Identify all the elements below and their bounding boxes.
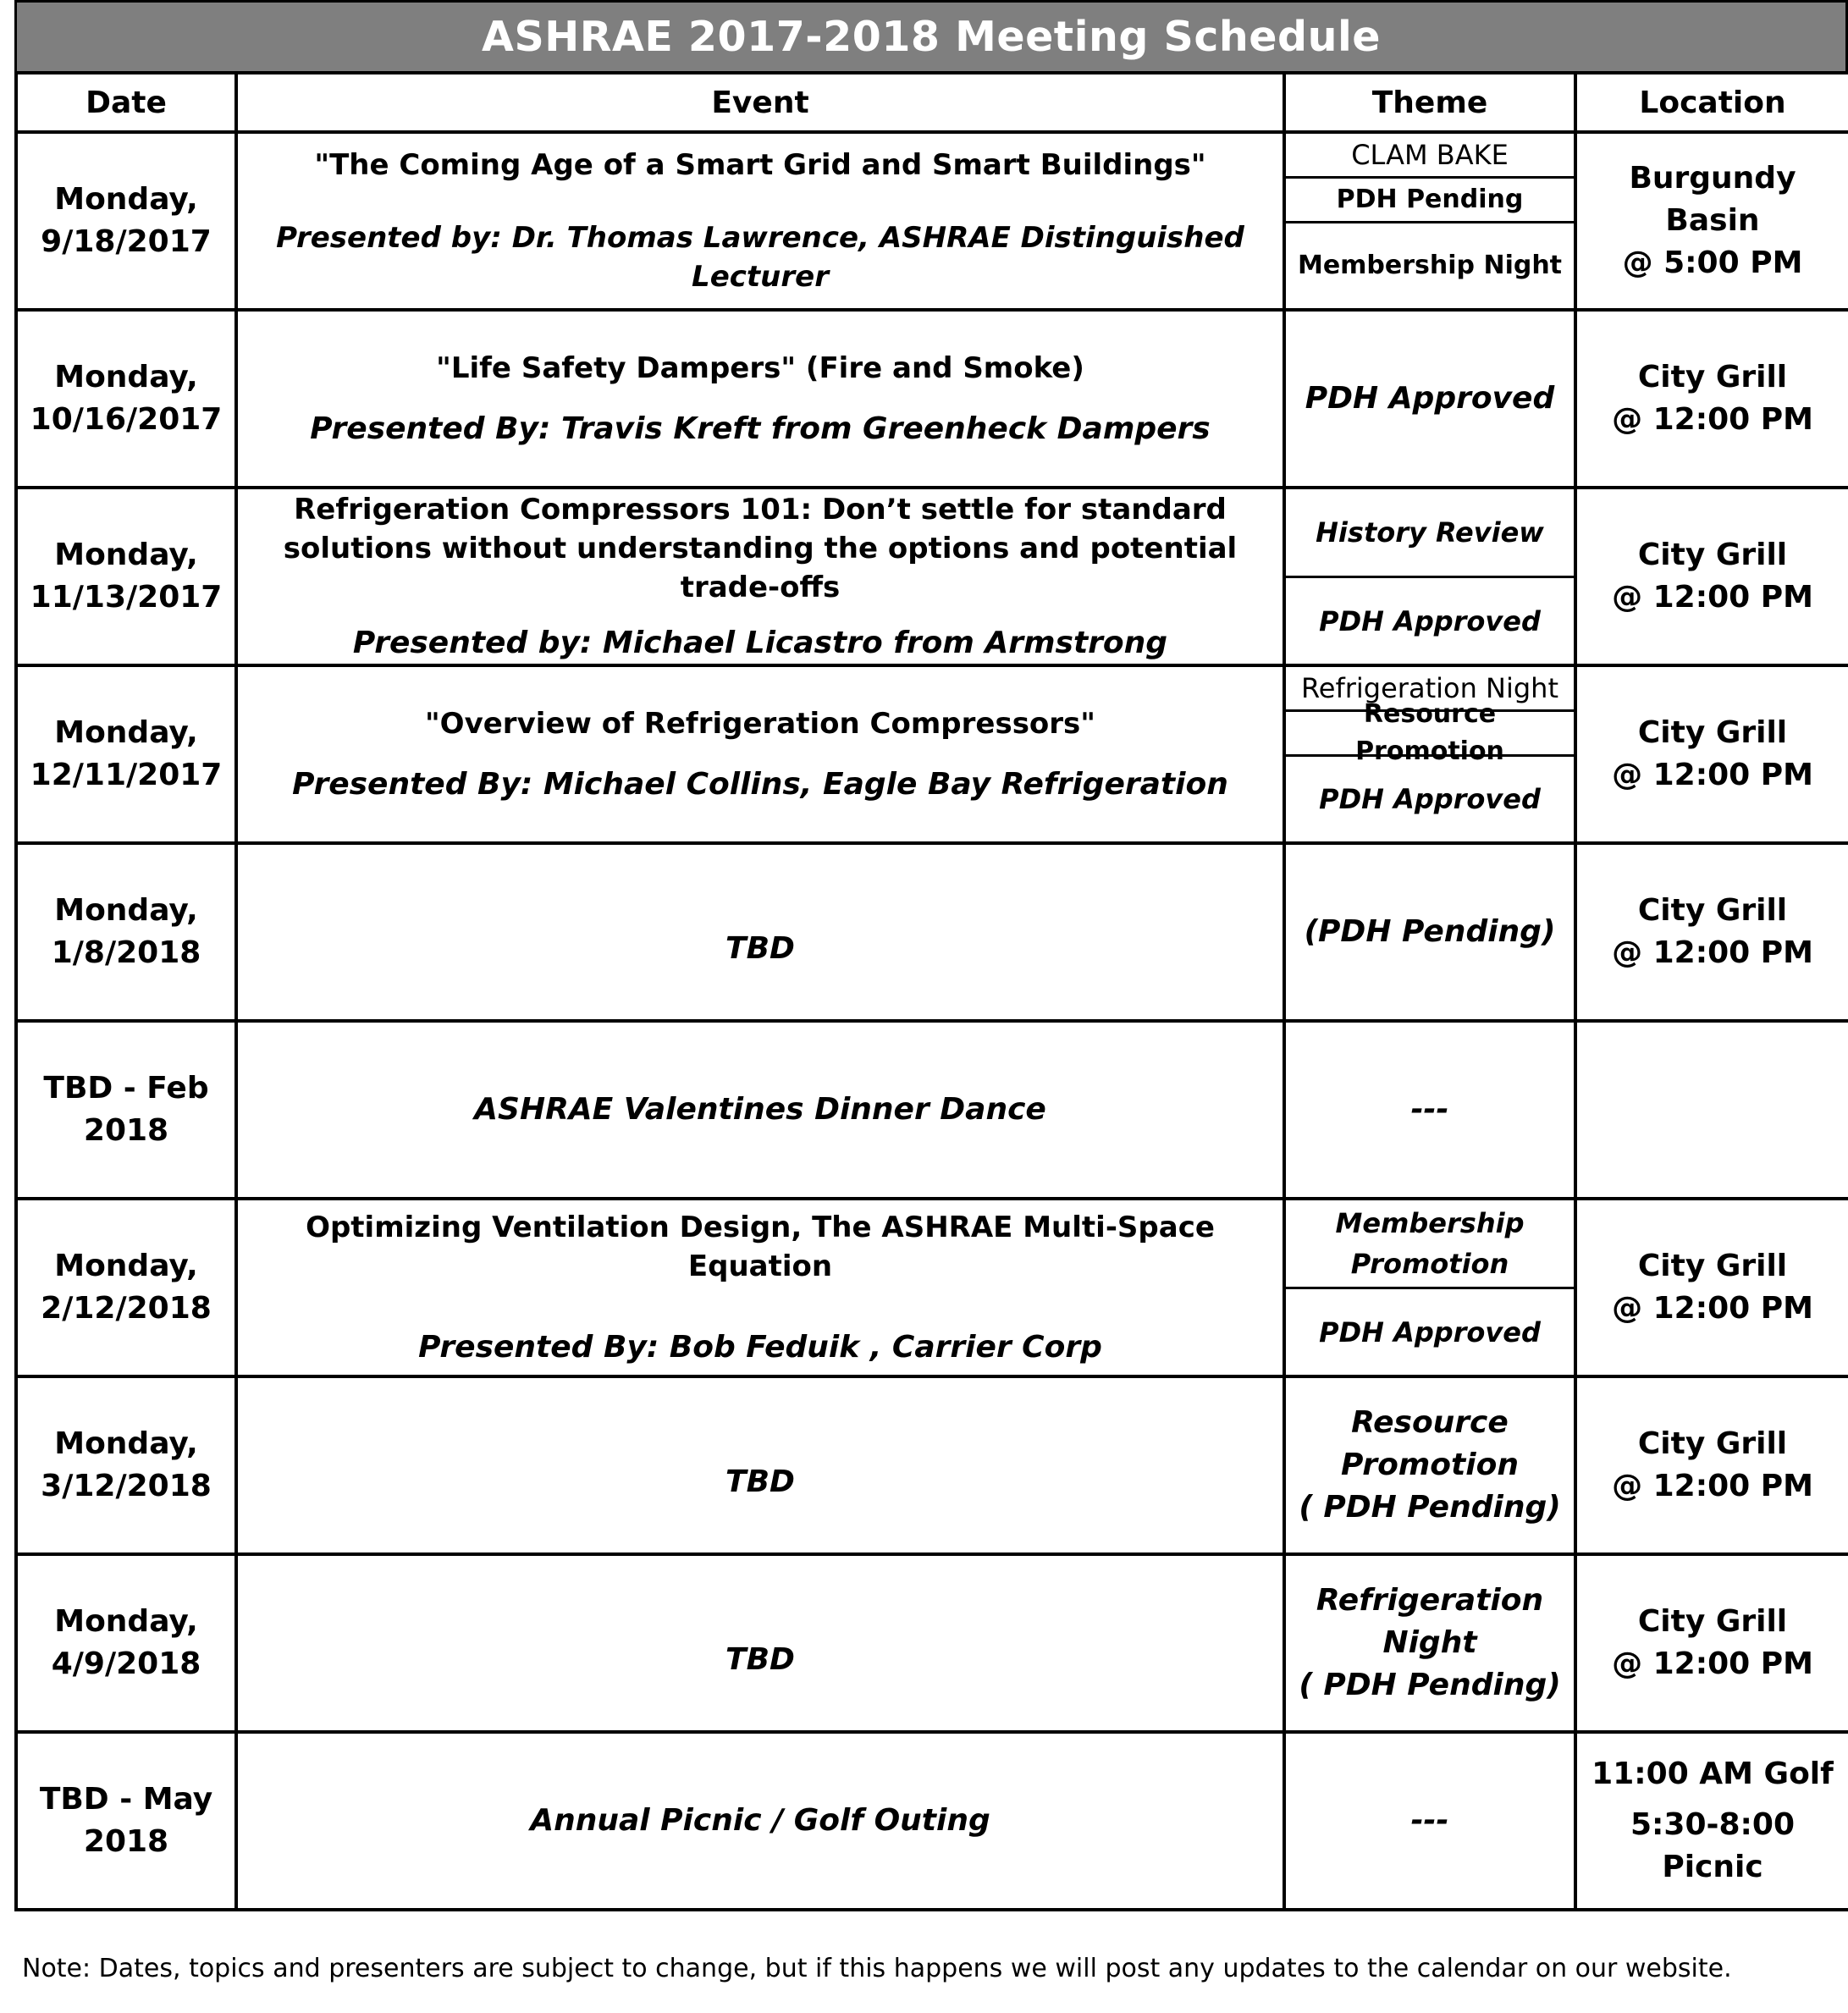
theme-line: ( PDH Pending) [1299, 1490, 1561, 1525]
date-line: 4/9/2018 [51, 1646, 201, 1681]
header-date: Date [16, 73, 236, 132]
theme-line: Resource [1351, 1405, 1509, 1440]
table-row [16, 665, 1848, 843]
event-cell [236, 1021, 1284, 1199]
schedule-sheet [14, 0, 1848, 1911]
event-cell [236, 1199, 1284, 1376]
date-cell [16, 1376, 236, 1554]
date-line: TBD - May [39, 1782, 213, 1817]
footnote: Note: Dates, topics and presenters are subject to change, but if this happens we will post any updates to the calendar on our website. [22, 1954, 1732, 1983]
theme-item: CLAM BAKE [1286, 134, 1574, 179]
header-theme: Theme [1284, 73, 1575, 132]
date-cell [16, 132, 236, 310]
theme-cell [1284, 1554, 1575, 1732]
event-cell [236, 1732, 1284, 1910]
event-title: Optimizing Ventilation Design, The ASHRAE Multi-Space Equation [306, 1211, 1215, 1283]
event-title: TBD [725, 1642, 795, 1677]
theme-cell: --- [1284, 1732, 1575, 1910]
event-cell [236, 132, 1284, 310]
location-cell [1575, 488, 1848, 665]
theme-item: Membership Promotion [1286, 1200, 1574, 1289]
theme-line: Night [1382, 1625, 1477, 1660]
schedule-table [14, 71, 1848, 1911]
event-presenter: Presented By: Bob Feduik , Carrier Corp [418, 1330, 1102, 1365]
date-line: Monday, [54, 1426, 198, 1461]
location-line: @ 12:00 PM [1612, 1291, 1813, 1326]
date-cell [16, 843, 236, 1021]
event-title: Refrigeration Compressors 101: Don’t settle for standard solutions without understanding the options and potential trade-offs [283, 493, 1238, 604]
location-cell [1575, 132, 1848, 310]
header-event: Event [236, 73, 1284, 132]
event-presenter: Presented By: Michael Collins, Eagle Bay Refrigeration [292, 767, 1228, 802]
table-row [16, 1021, 1848, 1199]
date-line: 1/8/2018 [51, 935, 201, 970]
location-line: City Grill [1637, 1249, 1788, 1283]
date-cell [16, 1021, 236, 1199]
date-line: 2018 [83, 1113, 169, 1148]
location-line: @ 12:00 PM [1612, 758, 1813, 792]
theme-item: PDH Approved [1319, 783, 1541, 815]
event-cell [236, 665, 1284, 843]
table-row [16, 488, 1848, 665]
event-title: ASHRAE Valentines Dinner Dance [474, 1092, 1046, 1127]
theme-item: Membership Night [1297, 251, 1563, 280]
theme-line: Promotion [1341, 1448, 1519, 1482]
table-row [16, 132, 1848, 310]
location-line: City Grill [1637, 360, 1788, 394]
table-row [16, 1376, 1848, 1554]
table-row [16, 310, 1848, 488]
location-line: @ 5:00 PM [1622, 245, 1803, 280]
theme-item: History Review [1286, 489, 1574, 578]
event-title: "Overview of Refrigeration Compressors" [424, 707, 1096, 741]
location-line: @ 12:00 PM [1612, 935, 1813, 970]
event-cell [236, 1554, 1284, 1732]
theme-cell: PDH Approved [1284, 310, 1575, 488]
date-line: Monday, [54, 182, 198, 217]
location-line: @ 12:00 PM [1612, 1469, 1813, 1503]
date-cell [16, 1199, 236, 1376]
event-cell [236, 1376, 1284, 1554]
theme-cell [1284, 665, 1575, 843]
event-cell [236, 488, 1284, 665]
location-line: 11:00 AM Golf [1591, 1757, 1834, 1791]
date-line: 3/12/2018 [41, 1469, 212, 1503]
date-line: Monday, [54, 538, 198, 572]
location-line: City Grill [1637, 538, 1788, 572]
theme-item: PDH Pending [1286, 179, 1574, 223]
date-line: 2/12/2018 [41, 1291, 212, 1326]
date-line: 2018 [83, 1824, 169, 1859]
event-cell [236, 843, 1284, 1021]
location-line: City Grill [1637, 1604, 1788, 1639]
table-row [16, 1199, 1848, 1376]
theme-cell [1284, 132, 1575, 310]
location-cell [1575, 1021, 1848, 1199]
theme-line: ( PDH Pending) [1299, 1668, 1561, 1702]
theme-item: PDH Approved [1319, 604, 1541, 637]
event-title: Annual Picnic / Golf Outing [530, 1803, 990, 1838]
theme-cell: --- [1284, 1021, 1575, 1199]
location-line: Burgundy Basin [1629, 161, 1796, 238]
location-line: City Grill [1637, 715, 1788, 750]
location-line: @ 12:00 PM [1612, 402, 1813, 437]
date-cell [16, 665, 236, 843]
date-line: Monday, [54, 715, 198, 750]
date-cell [16, 310, 236, 488]
theme-item: Refrigeration Night [1286, 667, 1574, 712]
date-cell [16, 488, 236, 665]
table-row [16, 1732, 1848, 1910]
location-cell [1575, 1199, 1848, 1376]
location-line: City Grill [1637, 893, 1788, 928]
date-line: Monday, [54, 1604, 198, 1639]
date-line: 11/13/2017 [30, 580, 223, 615]
table-row [16, 1554, 1848, 1732]
date-line: TBD - Feb [43, 1071, 209, 1106]
theme-cell [1284, 1199, 1575, 1376]
theme-cell [1284, 488, 1575, 665]
location-line: @ 12:00 PM [1612, 1646, 1813, 1681]
location-cell [1575, 1376, 1848, 1554]
event-title: "Life Safety Dampers" (Fire and Smoke) [436, 351, 1084, 385]
location-line: City Grill [1637, 1426, 1788, 1461]
theme-cell [1284, 1376, 1575, 1554]
location-line: 5:30-8:00 Picnic [1630, 1807, 1796, 1884]
theme-item: PDH Approved [1319, 1315, 1541, 1348]
page-title: ASHRAE 2017-2018 Meeting Schedule [14, 0, 1848, 71]
location-cell [1575, 1732, 1848, 1910]
date-line: Monday, [54, 1249, 198, 1283]
location-cell [1575, 310, 1848, 488]
header-row [16, 73, 1848, 132]
theme-item: Resource Promotion [1286, 712, 1574, 757]
table-row [16, 843, 1848, 1021]
date-line: 12/11/2017 [30, 758, 223, 792]
date-cell [16, 1732, 236, 1910]
location-cell [1575, 665, 1848, 843]
location-line: @ 12:00 PM [1612, 580, 1813, 615]
date-cell [16, 1554, 236, 1732]
theme-cell: (PDH Pending) [1284, 843, 1575, 1021]
event-presenter: Presented by: Dr. Thomas Lawrence, ASHRAE Distinguished Lecturer [276, 221, 1244, 294]
event-title: TBD [725, 931, 795, 966]
location-cell [1575, 1554, 1848, 1732]
event-cell [236, 310, 1284, 488]
event-presenter: Presented By: Travis Kreft from Greenheck Dampers [310, 411, 1211, 446]
event-title: "The Coming Age of a Smart Grid and Smart Buildings" [314, 148, 1206, 182]
header-location: Location [1575, 73, 1848, 132]
location-cell [1575, 843, 1848, 1021]
event-presenter: Presented by: Michael Licastro from Armstrong [352, 626, 1168, 660]
date-line: Monday, [54, 893, 198, 928]
theme-line: Refrigeration [1316, 1583, 1544, 1618]
event-title: TBD [725, 1464, 795, 1499]
date-line: Monday, [54, 360, 198, 394]
date-line: 10/16/2017 [30, 402, 223, 437]
date-line: 9/18/2017 [41, 224, 212, 259]
